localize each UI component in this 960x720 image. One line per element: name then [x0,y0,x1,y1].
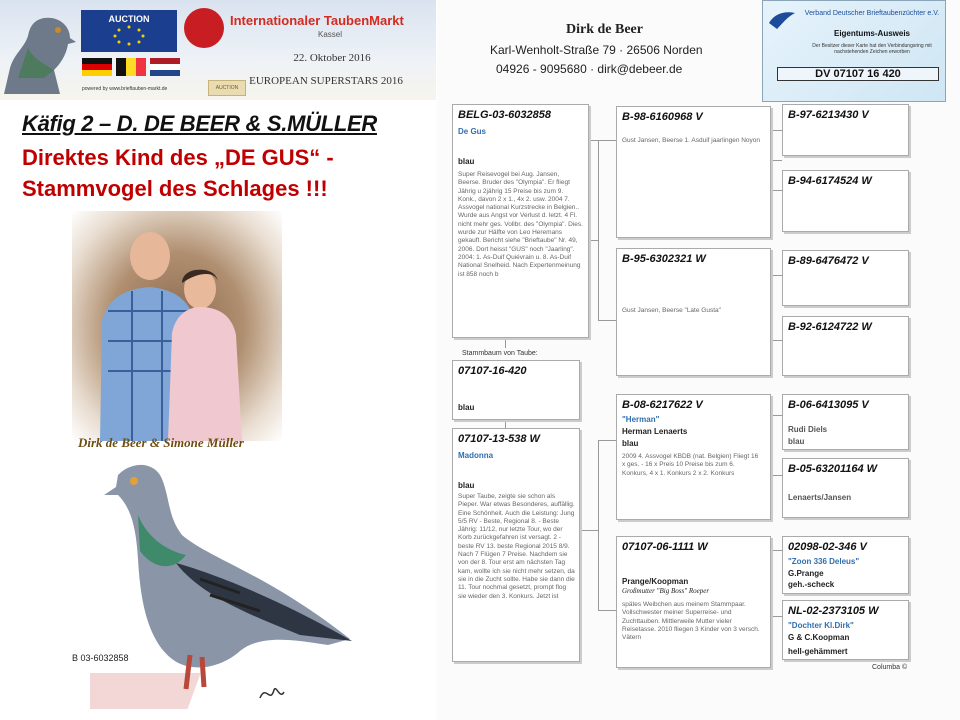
pigeon-ring-label: B 03-6032858 [72,653,129,663]
sire-description: Super Reisevogel bei Aug. Jansen, Beerse. Bruder des "Olympia". Er fliegt Jährig u 2jährig 15 Preise bis zum 9. Konk., davon 2 x 1., 4x 2. usw. 2004 7. Assvogel national Kurzstrecke in Belgien.. Wurde aus Angst vor Verlust d. letzt. 4 Fl. nicht mehr ges. Vollbr. des "Olympia". Dies. wurde zur Hälfte von Leo Heremans gekauft. Bericht siehe "Brieftaube" Nr. 49, 2006. Dort heisst "GUS" noch "Jaarling". 2004: 1. As-Duif Quiévrain u. 8. As-Duif National Snelheid. Nach Expertenmeinung ist 858 noch b [458,171,583,278]
photo-caption: Dirk de Beer & Simone Müller [78,435,244,450]
sds-ring: B-89-6476472 V [788,255,869,267]
small-auction-logo: AUCTION [208,80,246,96]
dds-color: geh.-scheck [788,580,835,589]
auction-logo: AUCTION [81,10,177,52]
ddd-name: "Dochter Kl.Dirk" [788,621,854,630]
subject-color: blau [458,403,475,412]
pigeon-head-image [4,8,76,94]
sdd-ring: B-92-6124722 W [788,321,872,333]
taubenmarkt-logo-icon [184,8,224,48]
card-ring-number: DV 07107 16 420 [777,67,939,81]
dam-ring: 07107-13-538 W [458,433,540,445]
dss-owner: Rudi Diels [788,425,828,434]
dd-description: spätes Weibchen aus meinem Stammpaar. Vollschwester meiner Superreise- und Zuchttauben. Mittlerweile Mutter vieler Reisetasse. 2010 fliegen 3 Kinder von 3 versch. Vätern [622,601,760,642]
dsd-ring: B-05-63201164 W [788,463,878,475]
ddd-color: hell-gehämmert [788,647,848,656]
pedigree-header: Stammbaum von Taube: [462,350,538,357]
powered-by: powered by www.brieftauben-markt.de [82,86,168,92]
headline-line-3: Stammvogel des Schlages !!! [22,176,328,201]
pedigree-box-sire-sire[interactable] [616,106,771,238]
pedigree-box-sdd[interactable] [782,316,909,376]
event-title: Internationaler TaubenMarkt [230,13,404,28]
event-subtitle: EUROPEAN SUPERSTARS 2016 [249,75,403,87]
ds-description: 2009 4. Assvogel KBDB (nat. Belgien) Fliegt 16 x ges. - 16 x Preis 10 Preise bis zum 6. Konkurs, 4 x 1. Konkurs 2 x 2. Konkurs [622,453,759,477]
pedigree-box-dam-dam[interactable] [616,536,771,668]
pedigree-box-ssd[interactable] [782,170,909,232]
dam-description: Super Taube, zeigte sie schon als Pieper. War etwas Besonderes, auffällig. Eine Schönheit. Auch die Leistung: Jung 5/5 RV - Beste, Regional 8. - Beste Jährig: 11/12, nur letzte Tour, wo der Korb zurückgefahren ist versagt. 2 - beste RV 13. beste Regional 2015 8/9. Nach 7 Flügen 7 Preise. Nachdem sie von der 8. Tour erst am nächsten Tag kam, wollte ich sie nicht mehr setzen, da sie in die Zucht sollte. Habe sie dann die 11. Tour nochmal gesetzt, prompt flog sie wieder den 3. Konkurs. Jetzt ist [458,493,575,600]
dds-ring: 02098-02-346 V [788,541,867,553]
copyright: Columba © [872,664,908,671]
owners-photo-drawing [72,211,282,441]
eu-stars-icon [99,24,159,46]
subject-ring: 07107-16-420 [458,365,527,377]
owners-photo [72,211,282,441]
ddd-owner: G & C.Koopman [788,633,850,642]
pedigree-box-dsd[interactable] [782,458,909,518]
ds-owner: Herman Lenaerts [622,427,688,436]
sd-description: Gust Jansen, Beerse "Late Gusta" [622,307,721,314]
pedigree-box-ddd[interactable] [782,600,909,660]
belgium-flag-icon [116,58,146,76]
card-organization: Verband Deutscher Brieftaubenzüchter e.V. [804,10,940,17]
ddd-ring: NL-02-2373105 W [788,605,879,617]
pedigree-box-dam[interactable] [452,428,580,662]
vdb-pigeon-icon [767,7,797,31]
germany-flag-icon [82,58,112,76]
card-title: Eigentums-Ausweis [833,29,910,38]
dam-name: Madonna [458,451,494,460]
pedigree-box-sds[interactable] [782,250,909,306]
dds-owner: G.Prange [788,569,824,578]
dd-handwritten-note: Großmutter "Big Boss" Roeper [622,587,710,595]
ownership-card [762,0,946,102]
pedigree-box-dam-sire[interactable] [616,394,771,520]
pedigree-box-subject[interactable] [452,360,580,420]
dss-color: blau [788,437,805,446]
breeder-address: Karl-Wenholt-Straße 79 · 26506 Norden [490,43,703,57]
dss-ring: B-06-6413095 V [788,399,869,411]
pedigree-box-dds[interactable] [782,536,909,594]
ds-ring: B-08-6217622 V [622,399,703,411]
photographer-signature [256,680,286,706]
pedigree-box-sire-dam[interactable] [616,248,771,376]
dam-color: blau [458,481,475,490]
pigeon-image [90,455,360,715]
headline-line-2: Direktes Kind des „DE GUS“ - [22,145,334,170]
pedigree-box-dss[interactable] [782,394,909,450]
sire-color: blau [458,157,475,166]
dd-ring: 07107-06-1111 W [622,541,708,553]
card-text: Der Besitzer dieser Karte hat den Verbindungsring mit nachstehenden Zeichen erworben [812,43,932,55]
ds-color: blau [622,439,639,448]
ssd-ring: B-94-6174524 W [788,175,872,187]
event-banner [0,0,436,100]
pedigree-box-sire[interactable] [452,104,589,338]
breeder-name: Dirk de Beer [566,22,643,37]
sire-name: De Gus [458,127,487,136]
sd-ring: B-95-6302321 W [622,253,706,265]
breeder-contact: 04926 - 9095680 · dirk@debeer.de [496,62,683,76]
sire-ring: BELG-03-6032858 [458,109,551,121]
cage-headline: Käfig 2 – D. DE BEER & S.MÜLLER [22,111,377,136]
dsd-owner: Lenaerts/Jansen [788,493,852,502]
dd-owner: Prange/Koopman [622,577,689,586]
pedigree-box-sss[interactable] [782,104,909,156]
ss-ring: B-98-6160968 V [622,111,703,123]
netherlands-flag-icon [150,58,180,76]
dds-name: "Zoon 336 Deleus" [788,557,860,566]
sss-ring: B-97-6213430 V [788,109,869,121]
event-location: Kassel [317,30,342,39]
ds-name: "Herman" [622,415,660,424]
event-date: 22. Oktober 2016 [293,52,371,64]
ss-description: Gust Jansen, Beerse 1. Asduif jaarlingen Noyon [622,137,761,144]
